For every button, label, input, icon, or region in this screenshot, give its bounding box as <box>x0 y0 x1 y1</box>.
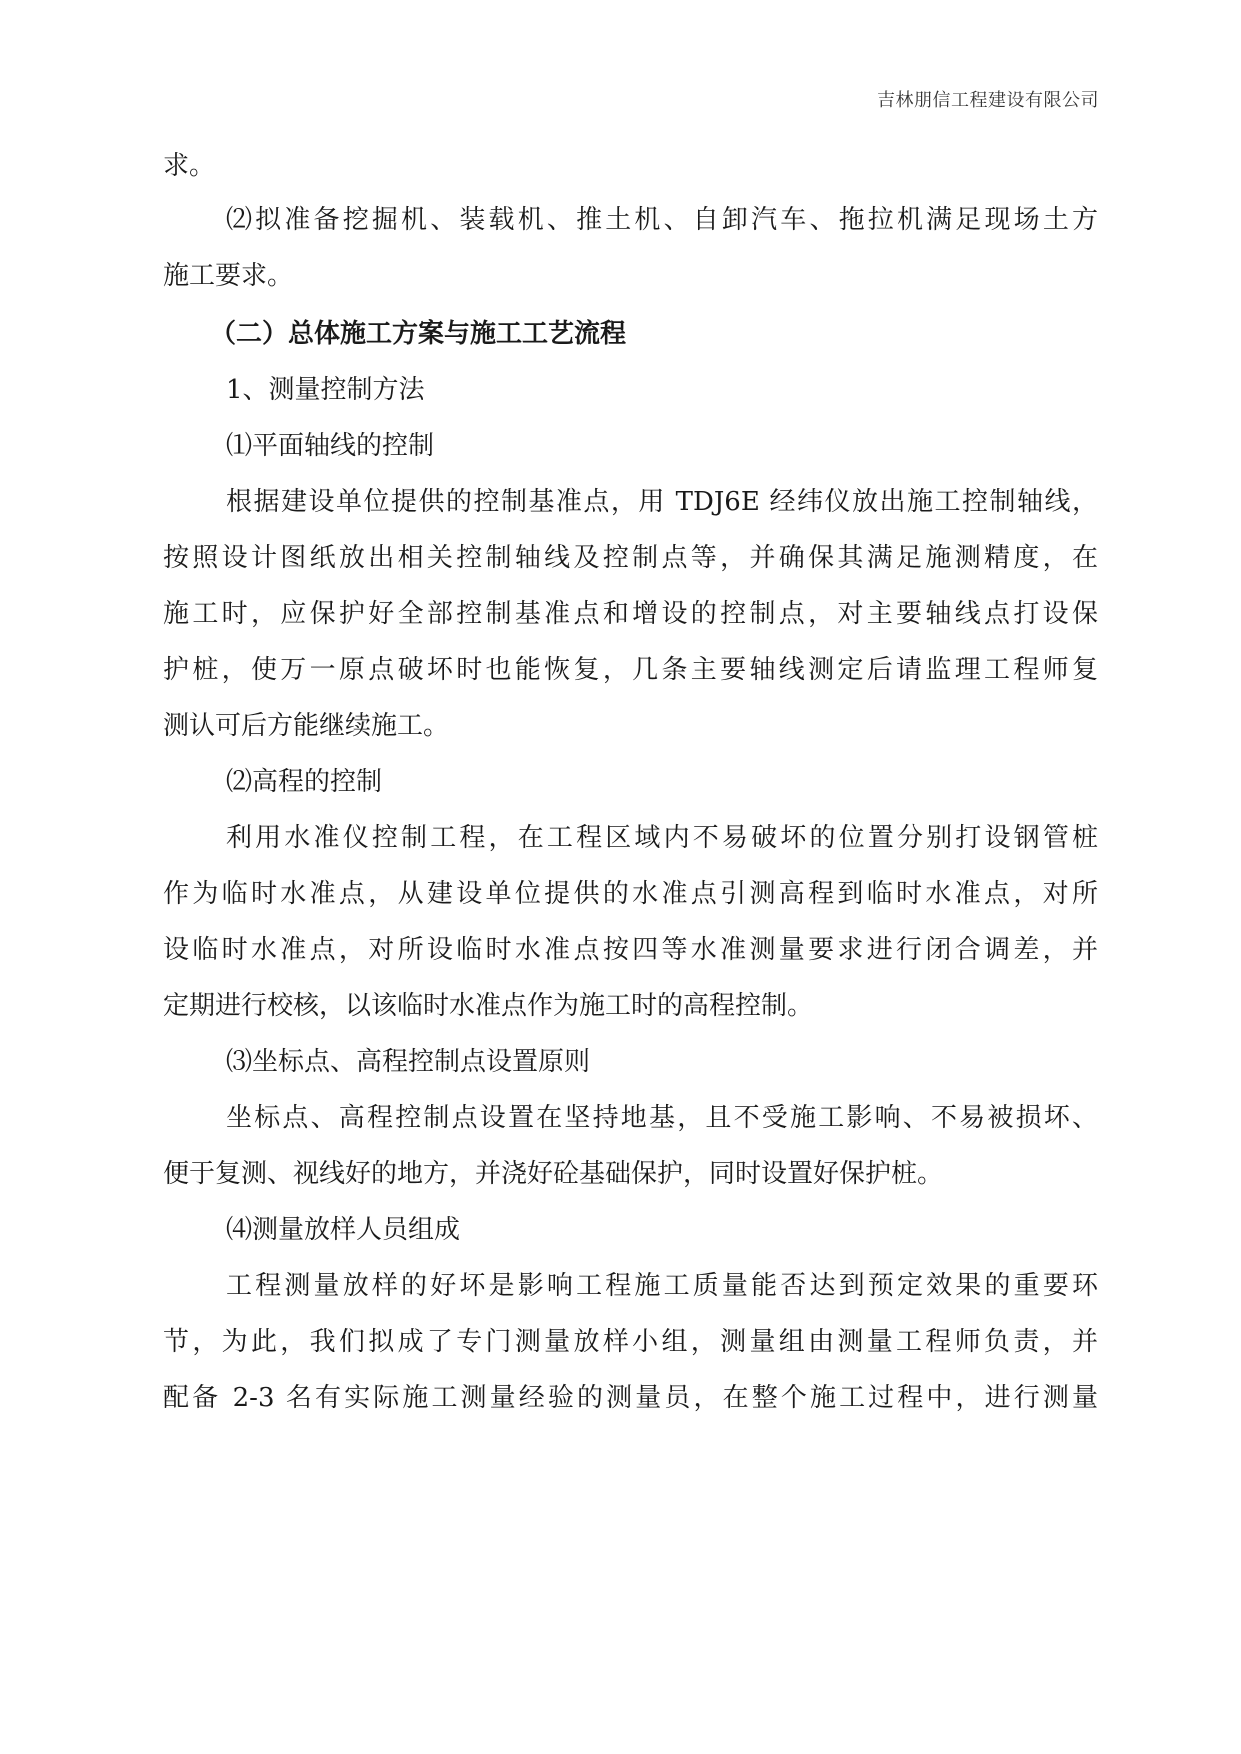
body-line: 配备 2-3 名有实际施工测量经验的测量员，在整个施工过程中，进行测量 <box>163 1383 1098 1413</box>
body-line: 坐标点、高程控制点设置在坚持地基，且不受施工影响、不易被损坏、 <box>226 1103 1098 1133</box>
body-line: 根据建设单位提供的控制基准点，用 TDJ6E 经纬仪放出施工控制轴线， <box>226 487 1098 517</box>
page-header-company: 吉林朋信工程建设有限公司 <box>877 90 1099 111</box>
body-line: 按照设计图纸放出相关控制轴线及控制点等，并确保其满足施测精度，在 <box>163 543 1098 573</box>
item-heading: ⑷测量放样人员组成 <box>226 1215 461 1245</box>
body-line: ⑵拟准备挖掘机、装载机、推土机、自卸汽车、拖拉机满足现场土方 <box>226 205 1098 235</box>
body-line: 求。 <box>163 151 216 181</box>
body-line: 测认可后方能继续施工。 <box>163 711 450 741</box>
body-line: 作为临时水准点，从建设单位提供的水准点引测高程到临时水准点，对所 <box>163 879 1098 909</box>
body-line: 护桩，使万一原点破坏时也能恢复，几条主要轴线测定后请监理工程师复 <box>163 655 1098 685</box>
body-line: 定期进行校核，以该临时水准点作为施工时的高程控制。 <box>163 991 814 1021</box>
body-line: 施工要求。 <box>163 261 294 291</box>
body-line: 节，为此，我们拟成了专门测量放样小组，测量组由测量工程师负责，并 <box>163 1327 1098 1357</box>
body-line: 施工时，应保护好全部控制基准点和增设的控制点，对主要轴线点打设保 <box>163 599 1098 629</box>
item-heading: ⑶坐标点、高程控制点设置原则 <box>226 1047 591 1077</box>
subsection-heading: 1、测量控制方法 <box>226 375 425 405</box>
body-line: 设临时水准点，对所设临时水准点按四等水准测量要求进行闭合调差，并 <box>163 935 1098 965</box>
body-line: 工程测量放样的好坏是影响工程施工质量能否达到预定效果的重要环 <box>226 1271 1098 1301</box>
item-heading: ⑴平面轴线的控制 <box>226 431 435 461</box>
body-line: 便于复测、视线好的地方，并浇好砼基础保护，同时设置好保护桩。 <box>163 1159 944 1189</box>
item-heading: ⑵高程的控制 <box>226 767 383 797</box>
section-heading: （二）总体施工方案与施工工艺流程 <box>210 319 627 349</box>
body-line: 利用水准仪控制工程，在工程区域内不易破坏的位置分别打设钢管桩 <box>226 823 1098 853</box>
